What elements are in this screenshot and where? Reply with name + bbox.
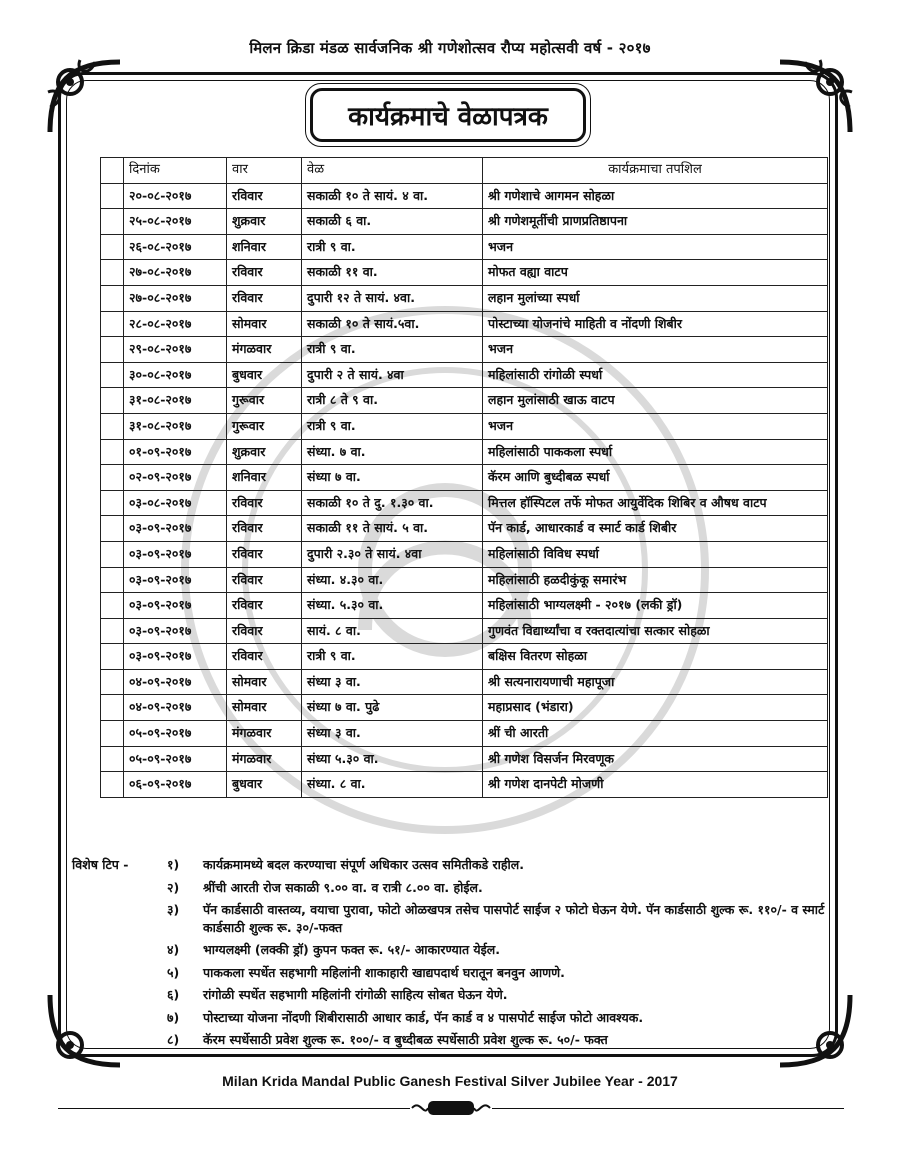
- notes-label: विशेष टिप -: [72, 857, 129, 872]
- time-cell: संध्या. ४.३० वा.: [302, 567, 483, 593]
- notes-section: [72, 856, 832, 1054]
- footer-text: Milan Krida Mandal Public Ganesh Festival Silver Jubilee Year - 2017: [222, 1073, 678, 1089]
- date-cell: ०६-०९-२०१७: [124, 772, 227, 798]
- day-cell: सोमवार: [227, 669, 302, 695]
- date-cell: २६-०८-२०१७: [124, 234, 227, 260]
- time-cell: संध्या ७ वा.: [302, 465, 483, 491]
- time-cell: संध्या ५.३० वा.: [302, 746, 483, 772]
- time-cell: सकाळी १० ते दु. १.३० वा.: [302, 490, 483, 516]
- day-cell: शुक्रवार: [227, 439, 302, 465]
- row-index-cell: [101, 541, 124, 567]
- date-cell: २०-०८-२०१७: [124, 183, 227, 209]
- day-cell: रविवार: [227, 183, 302, 209]
- note-item: [72, 856, 832, 874]
- corner-ornament-icon: [40, 52, 130, 142]
- row-index-cell: [101, 362, 124, 388]
- note-item: [72, 1009, 832, 1027]
- table-row: [101, 593, 828, 619]
- row-index-cell: [101, 695, 124, 721]
- note-item: [72, 901, 832, 936]
- date-cell: ०४-०९-२०१७: [124, 695, 227, 721]
- details-cell: बक्षिस वितरण सोहळा: [483, 644, 828, 670]
- date-cell: ०३-०९-२०१७: [124, 593, 227, 619]
- notes-label: [72, 879, 167, 897]
- row-index-cell: [101, 567, 124, 593]
- time-cell: दुपारी २.३० ते सायं. ४वा: [302, 541, 483, 567]
- table-header-row: [101, 158, 828, 184]
- day-cell: रविवार: [227, 516, 302, 542]
- day-cell: शनिवार: [227, 465, 302, 491]
- note-number: ८): [167, 1032, 180, 1047]
- day-cell: सोमवार: [227, 695, 302, 721]
- row-index-cell: [101, 644, 124, 670]
- date-cell: ०५-०९-२०१७: [124, 746, 227, 772]
- table-row: [101, 439, 828, 465]
- note-number: ७): [167, 1009, 180, 1025]
- details-cell: भजन: [483, 337, 828, 363]
- date-cell: ३०-०८-२०१७: [124, 362, 227, 388]
- day-cell: रविवार: [227, 260, 302, 286]
- row-index-cell: [101, 465, 124, 491]
- row-index-cell: [101, 183, 124, 209]
- details-cell: श्री सत्यनारायणाची महापूजा: [483, 669, 828, 695]
- details-cell: महिलांसाठी विविध स्पर्धा: [483, 541, 828, 567]
- date-cell: ०३-०९-२०१७: [124, 541, 227, 567]
- note-text: भाग्यलक्ष्मी (लक्की ड्रॉ) कुपन फक्त रू. ५१/- आकारण्यात येईल.: [203, 942, 501, 957]
- details-cell: महाप्रसाद (भंडारा): [483, 695, 828, 721]
- day-cell: सोमवार: [227, 311, 302, 337]
- day-cell: बुधवार: [227, 772, 302, 798]
- day-cell: रविवार: [227, 567, 302, 593]
- details-cell: कॅरम आणि बुध्दीबळ स्पर्धा: [483, 465, 828, 491]
- table-row: [101, 541, 828, 567]
- row-index-cell: [101, 721, 124, 747]
- page-header: मिलन क्रिडा मंडळ सार्वजनिक श्री गणेशोत्सव रौप्य महोत्सवी वर्ष - २०१७: [249, 39, 651, 57]
- date-cell: २९-०८-२०१७: [124, 337, 227, 363]
- notes-label: [72, 964, 167, 982]
- table-row: [101, 618, 828, 644]
- notes-label: [72, 1009, 167, 1027]
- time-cell: संध्या. ८ वा.: [302, 772, 483, 798]
- header-cell-day: वार: [227, 158, 302, 184]
- date-cell: ०३-०८-२०१७: [124, 490, 227, 516]
- day-cell: बुधवार: [227, 362, 302, 388]
- table-row: [101, 311, 828, 337]
- row-index-cell: [101, 772, 124, 798]
- time-cell: सकाळी १० ते सायं.५वा.: [302, 311, 483, 337]
- note-number: १): [167, 857, 180, 872]
- time-cell: संध्या. ५.३० वा.: [302, 593, 483, 619]
- table-row: [101, 721, 828, 747]
- row-index-cell: [101, 311, 124, 337]
- details-cell: श्री गणेशमूर्तीची प्राणप्रतिष्ठापना: [483, 209, 828, 235]
- table-row: [101, 669, 828, 695]
- note-item: [72, 879, 832, 897]
- table-row: [101, 260, 828, 286]
- notes-label: [72, 901, 167, 936]
- date-cell: ३१-०८-२०१७: [124, 413, 227, 439]
- time-cell: रात्री ८ ते ९ वा.: [302, 388, 483, 414]
- row-index-cell: [101, 234, 124, 260]
- time-cell: सकाळी १० ते सायं. ४ वा.: [302, 183, 483, 209]
- date-cell: ०१-०९-२०१७: [124, 439, 227, 465]
- date-cell: ०३-०९-२०१७: [124, 516, 227, 542]
- day-cell: रविवार: [227, 490, 302, 516]
- table-row: [101, 285, 828, 311]
- details-cell: श्री गणेश विसर्जन मिरवणूक: [483, 746, 828, 772]
- details-cell: भजन: [483, 413, 828, 439]
- table-row: [101, 567, 828, 593]
- row-index-cell: [101, 618, 124, 644]
- row-index-cell: [101, 593, 124, 619]
- row-index-cell: [101, 209, 124, 235]
- note-item: [72, 986, 832, 1004]
- note-text: रांगोळी स्पर्धेत सहभागी महिलांनी रांगोळी साहित्य सोबत घेऊन येणे.: [203, 987, 508, 1002]
- note-number: ४): [167, 942, 180, 957]
- note-text: पोस्टाच्या योजना नोंदणी शिबीरासाठी आधार कार्ड, पॅन कार्ड व ४ पासपोर्ट साईज फोटो आवश्यक.: [203, 1009, 644, 1025]
- row-index-cell: [101, 516, 124, 542]
- time-cell: रात्री ९ वा.: [302, 337, 483, 363]
- day-cell: शनिवार: [227, 234, 302, 260]
- table-row: [101, 234, 828, 260]
- day-cell: शुक्रवार: [227, 209, 302, 235]
- date-cell: ०२-०९-२०१७: [124, 465, 227, 491]
- day-cell: रविवार: [227, 285, 302, 311]
- details-cell: लहान मुलांसाठी खाऊ वाटप: [483, 388, 828, 414]
- notes-label: [72, 1031, 167, 1049]
- details-cell: भजन: [483, 234, 828, 260]
- day-cell: मंगळवार: [227, 337, 302, 363]
- schedule-body: [101, 183, 828, 797]
- time-cell: रात्री ९ वा.: [302, 644, 483, 670]
- note-text: पाककला स्पर्धेत सहभागी महिलांनी शाकाहारी खाद्यपदार्थ घरातून बनवुन आणणे.: [203, 964, 565, 980]
- table-row: [101, 695, 828, 721]
- details-cell: महिलांसाठी भाग्यलक्ष्मी - २०१७ (लकी ड्रॉ): [483, 593, 828, 619]
- details-cell: मोफत वह्या वाटप: [483, 260, 828, 286]
- time-cell: दुपारी १२ ते सायं. ४वा.: [302, 285, 483, 311]
- table-row: [101, 516, 828, 542]
- details-cell: गुणवंत विद्यार्थ्यांचा व रक्तदात्यांचा सत्कार सोहळा: [483, 618, 828, 644]
- date-cell: २७-०८-२०१७: [124, 260, 227, 286]
- table-row: [101, 362, 828, 388]
- time-cell: सकाळी ११ ते सायं. ५ वा.: [302, 516, 483, 542]
- row-index-cell: [101, 490, 124, 516]
- table-row: [101, 746, 828, 772]
- details-cell: श्री गणेशाचे आगमन सोहळा: [483, 183, 828, 209]
- details-cell: लहान मुलांच्या स्पर्धा: [483, 285, 828, 311]
- note-text: कार्यक्रमामध्ये बदल करण्याचा संपूर्ण अधिकार उत्सव समितीकडे राहील.: [203, 857, 524, 872]
- time-cell: सकाळी ११ वा.: [302, 260, 483, 286]
- date-cell: २७-०८-२०१७: [124, 285, 227, 311]
- table-row: [101, 413, 828, 439]
- row-index-cell: [101, 285, 124, 311]
- date-cell: ०३-०९-२०१७: [124, 644, 227, 670]
- note-number: ५): [167, 964, 180, 980]
- date-cell: ०३-०९-२०१७: [124, 618, 227, 644]
- time-cell: दुपारी २ ते सायं. ४वा: [302, 362, 483, 388]
- day-cell: रविवार: [227, 618, 302, 644]
- time-cell: रात्री ९ वा.: [302, 413, 483, 439]
- note-number: ३): [167, 902, 180, 917]
- day-cell: गुरूवार: [227, 388, 302, 414]
- date-cell: ०३-०९-२०१७: [124, 567, 227, 593]
- footer-ornament-icon: [410, 1097, 492, 1119]
- note-item: [72, 1031, 832, 1049]
- details-cell: श्रीं ची आरती: [483, 721, 828, 747]
- note-number: २): [167, 879, 180, 895]
- header-cell-time: वेळ: [302, 158, 483, 184]
- table-row: [101, 183, 828, 209]
- row-index-cell: [101, 669, 124, 695]
- date-cell: ३१-०८-२०१७: [124, 388, 227, 414]
- table-row: [101, 490, 828, 516]
- notes-label: [72, 941, 167, 959]
- date-cell: ०५-०९-२०१७: [124, 721, 227, 747]
- date-cell: २८-०८-२०१७: [124, 311, 227, 337]
- table-row: [101, 209, 828, 235]
- day-cell: रविवार: [227, 541, 302, 567]
- day-cell: रविवार: [227, 644, 302, 670]
- schedule-table: [100, 157, 828, 798]
- table-row: [101, 337, 828, 363]
- time-cell: सकाळी ६ वा.: [302, 209, 483, 235]
- row-index-cell: [101, 388, 124, 414]
- details-cell: श्री गणेश दानपेटी मोजणी: [483, 772, 828, 798]
- time-cell: सायं. ८ वा.: [302, 618, 483, 644]
- details-cell: मित्तल हॉस्पिटल तर्फे मोफत आयुर्वेदिक शिबिर व औषध वाटप: [483, 490, 828, 516]
- date-cell: ०४-०९-२०१७: [124, 669, 227, 695]
- note-number: ६): [167, 987, 180, 1002]
- table-row: [101, 772, 828, 798]
- row-index-cell: [101, 413, 124, 439]
- details-cell: पोस्टाच्या योजनांचे माहिती व नोंदणी शिबीर: [483, 311, 828, 337]
- details-cell: पॅन कार्ड, आधारकार्ड व स्मार्ट कार्ड शिबीर: [483, 516, 828, 542]
- note-item: [72, 964, 832, 982]
- row-index-cell: [101, 439, 124, 465]
- details-cell: महिलांसाठी रांगोळी स्पर्धा: [483, 362, 828, 388]
- row-index-cell: [101, 746, 124, 772]
- title-banner: [310, 88, 586, 142]
- time-cell: रात्री ९ वा.: [302, 234, 483, 260]
- day-cell: मंगळवार: [227, 746, 302, 772]
- corner-ornament-icon: [770, 52, 860, 142]
- note-item: [72, 941, 832, 959]
- table-row: [101, 388, 828, 414]
- time-cell: संध्या ३ वा.: [302, 721, 483, 747]
- header-cell-date: दिनांक: [124, 158, 227, 184]
- row-index-cell: [101, 337, 124, 363]
- row-index-cell: [101, 260, 124, 286]
- notes-label: [72, 986, 167, 1004]
- header-cell-details: कार्यक्रमाचा तपशिल: [483, 158, 828, 184]
- note-text: श्रींची आरती रोज सकाळी ९.०० वा. व रात्री ८.०० वा. होईल.: [203, 879, 483, 895]
- time-cell: संध्या. ७ वा.: [302, 439, 483, 465]
- page-title: कार्यक्रमाचे वेळापत्रक: [348, 102, 548, 132]
- details-cell: महिलांसाठी पाककला स्पर्धा: [483, 439, 828, 465]
- table-row: [101, 465, 828, 491]
- day-cell: रविवार: [227, 593, 302, 619]
- header-cell-blank: [101, 158, 124, 184]
- note-text: कॅरम स्पर्धेसाठी प्रवेश शुल्क रू. १००/- व बुध्दीबळ स्पर्धेसाठी प्रवेश शुल्क रू. ५०/- फक्त: [203, 1032, 608, 1047]
- day-cell: मंगळवार: [227, 721, 302, 747]
- time-cell: संध्या ३ वा.: [302, 669, 483, 695]
- day-cell: गुरूवार: [227, 413, 302, 439]
- details-cell: महिलांसाठी हळदीकुंकू समारंभ: [483, 567, 828, 593]
- date-cell: २५-०८-२०१७: [124, 209, 227, 235]
- table-row: [101, 644, 828, 670]
- time-cell: संध्या ७ वा. पुढे: [302, 695, 483, 721]
- note-text: पॅन कार्डसाठी वास्तव्य, वयाचा पुरावा, फोटो ओळखपत्र तसेच पासपोर्ट साईज २ फोटो घेऊन येणे. पॅन कार्डसाठी शुल्क रू. ११०/- व स्मार्ट कार्डसाठी शुल्क रू. ३०/-फक्त: [203, 902, 825, 935]
